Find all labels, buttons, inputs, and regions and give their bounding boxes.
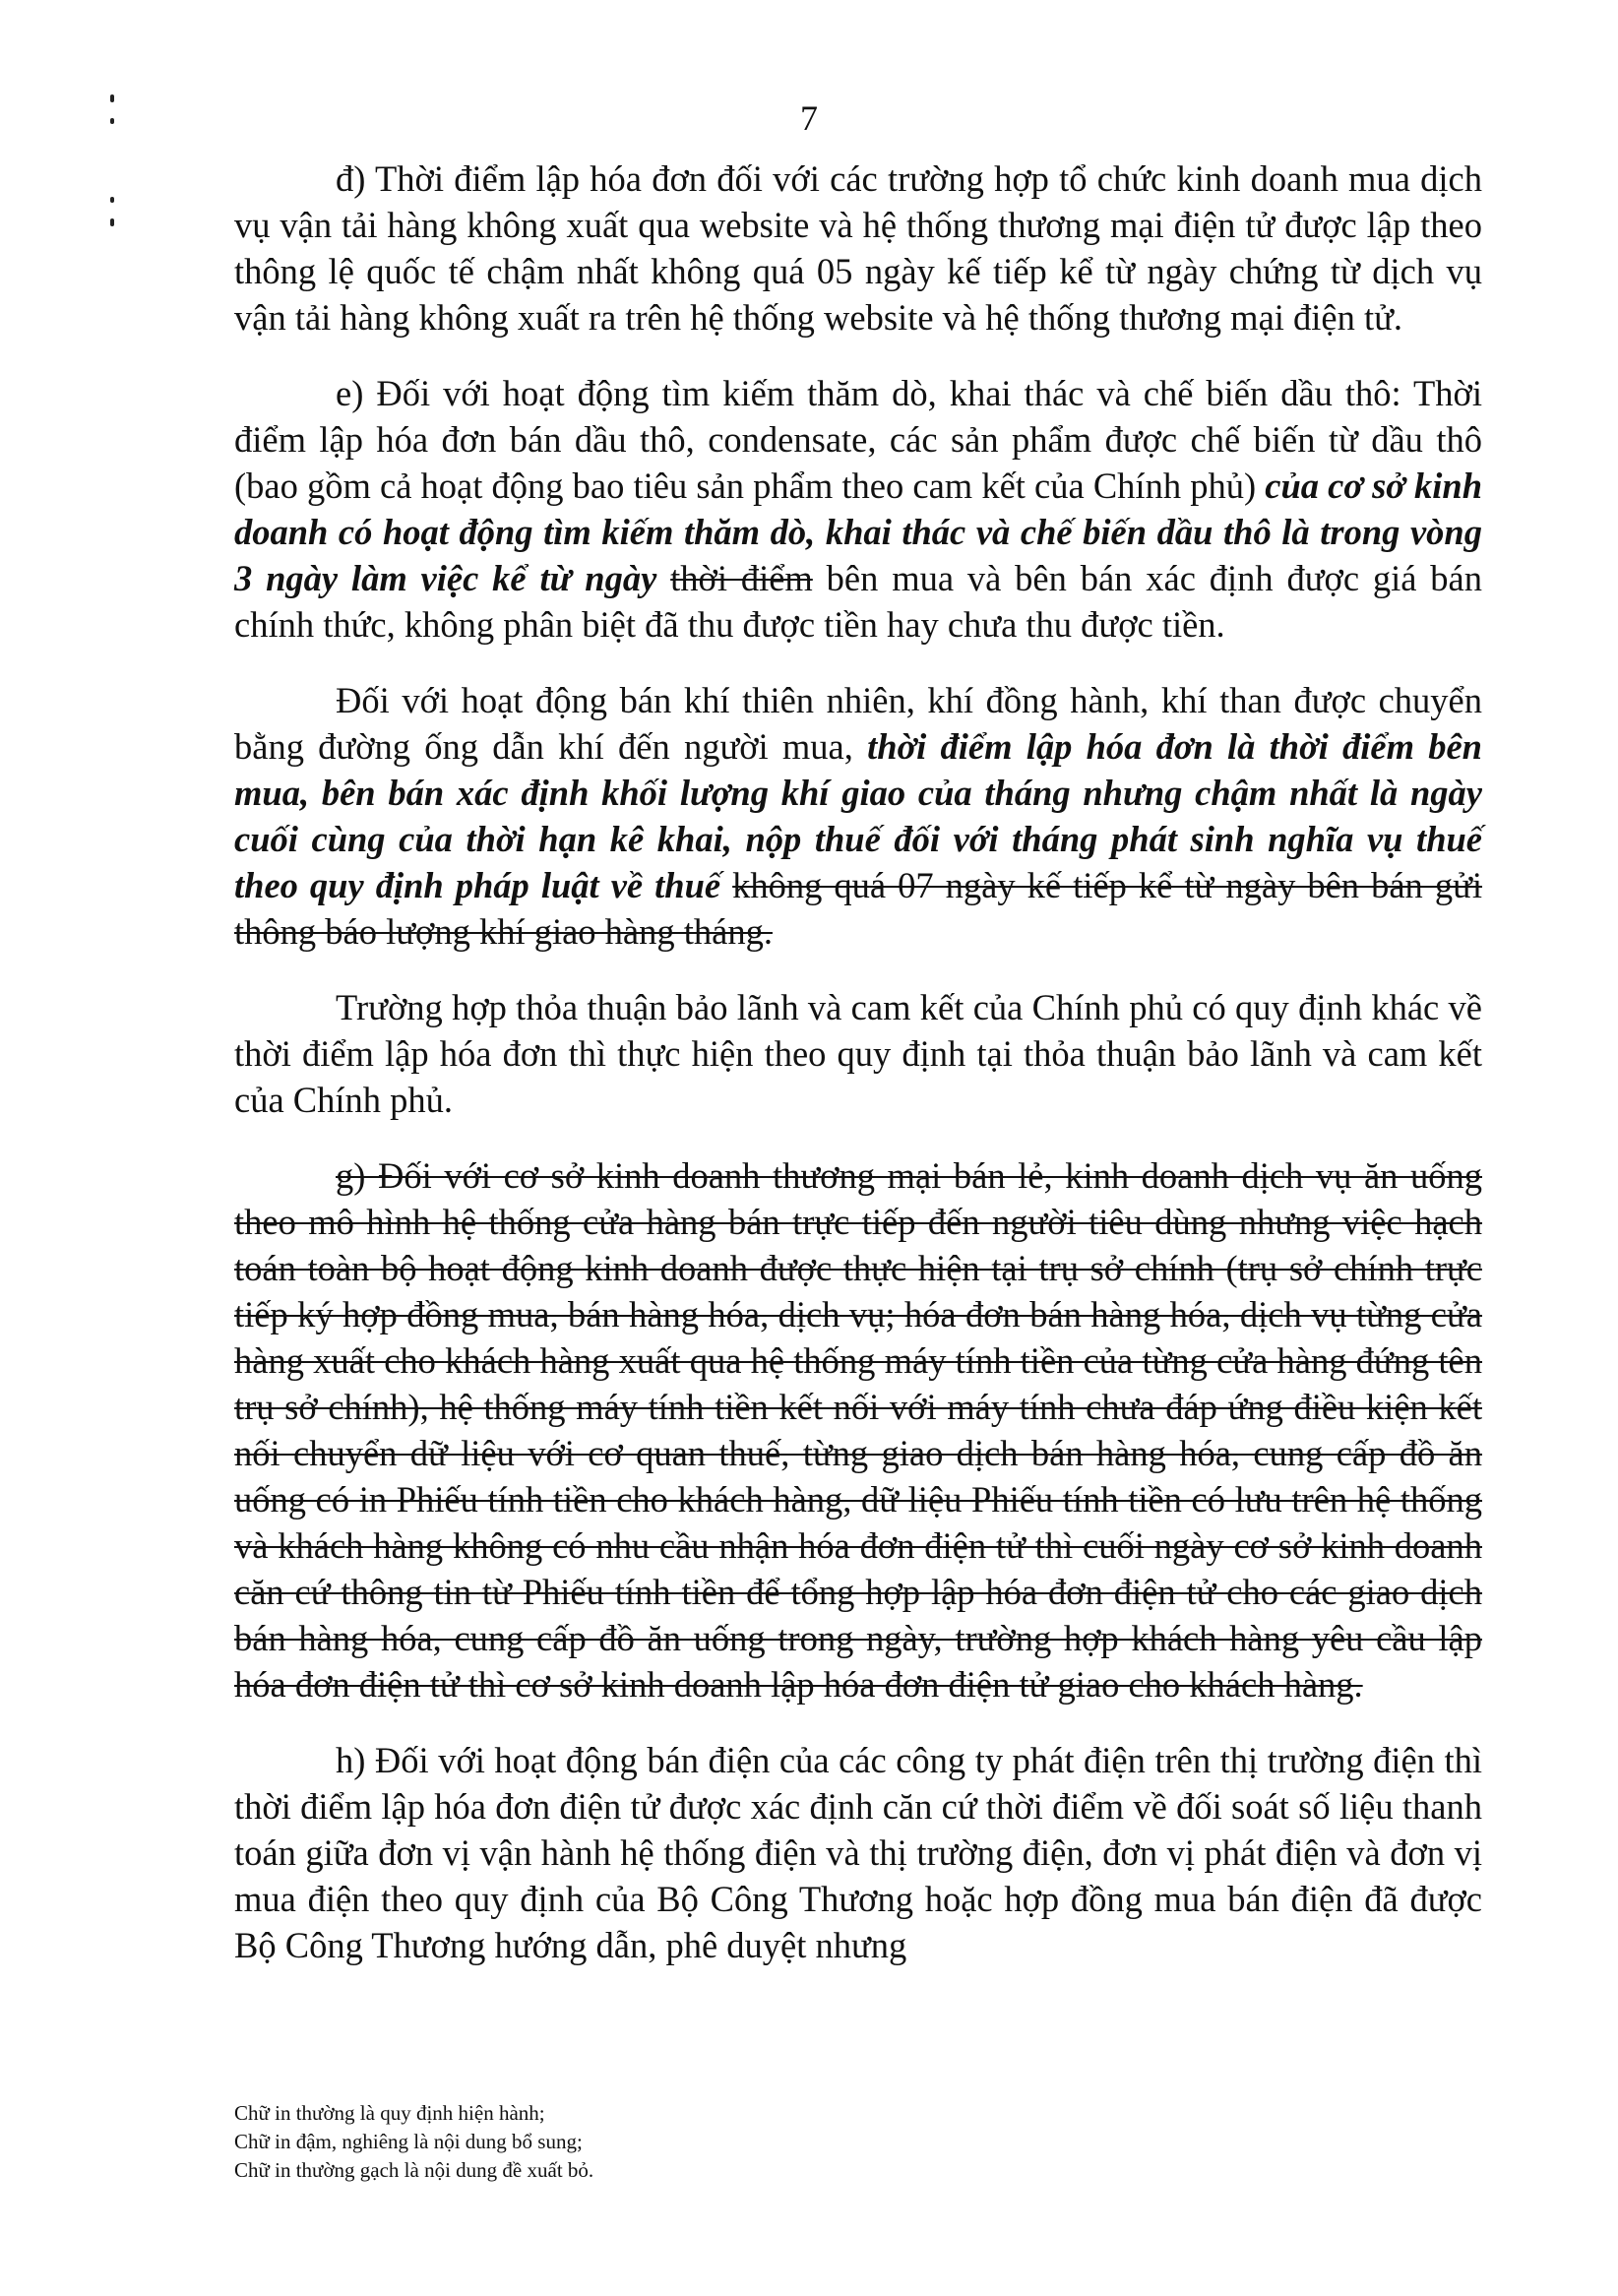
paragraph-d: đ) Thời điểm lập hóa đơn đối với các trường hợp tổ chức kinh doanh mua dịch vụ vận tải hàng không xuất qua website và hệ thống thương mại điện tử được lập theo thông lệ quốc tế chậm nhất không quá 05 ngày kế tiếp kể từ ngày chứng từ dịch vụ vận tải hàng không xuất ra trên hệ thống website và hệ thống thương mại điện tử. [234,158,1482,338]
paragraph-gas [234,677,1482,955]
added-text: của cơ sở kinh doanh có hoạt động tìm kiếm thăm dò, khai thác và chế biến dầu thô là trong vòng 3 ngày làm việc kể từ ngày [234,465,1482,598]
added-text: thời điểm lập hóa đơn là thời điểm bên mua, bên bán xác định khối lượng khí giao của tháng nhưng chậm nhất là ngày cuối cùng của thời hạn kê khai, nộp thuế đối với tháng phát sinh nghĩa vụ thuế theo quy định pháp luật về thuế [234,726,1482,905]
paragraph-g-removed: g) Đối với cơ sở kinh doanh thương mại bán lẻ, kinh doanh dịch vụ ăn uống theo mô hình hệ thống cửa hàng bán trực tiếp đến người tiêu dùng nhưng việc hạch toán toàn bộ hoạt động kinh doanh được thực hiện tại trụ sở chính (trụ sở chính trực tiếp ký hợp đồng mua, bán hàng hóa, dịch vụ; hóa đơn bán hàng hóa, dịch vụ từng cửa hàng xuất cho khách hàng xuất qua hệ thống máy tính tiền của từng cửa hàng đứng tên trụ sở chính), hệ thống máy tính tiền kết nối với máy tính chưa đáp ứng điều kiện kết nối chuyển dữ liệu với cơ quan thuế, từng giao dịch bán hàng hóa, cung cấp đồ ăn uống có in Phiếu tính tiền cho khách hàng, dữ liệu Phiếu tính tiền có lưu trên hệ thống và khách hàng không có nhu cầu nhận hóa đơn điện tử thì cuối ngày cơ sở kinh doanh căn cứ thông tin từ Phiếu tính tiền để tổng hợp lập hóa đơn điện tử cho các giao dịch bán hàng hóa, cung cấp đồ ăn uống trong ngày, trường hợp khách hàng yêu cầu lập hóa đơn điện tử thì cơ sở kinh doanh lập hóa đơn điện tử giao cho khách hàng. [234,1155,1482,1705]
paragraph-e-text: bên mua và bên bán xác định được giá bán chính thức, không phân biệt đã thu được tiền hay chưa thu được tiền. [234,558,1483,645]
legend-line: Chữ in thường gạch là nội dung đề xuất bỏ. [234,2158,594,2182]
paragraph-gas-text: Đối với hoạt động bán khí thiên nhiên, khí đồng hành, khí than được chuyển bằng đường ống dẫn khí đến người mua, [234,680,1482,767]
space [720,865,732,905]
legend [234,2099,1022,2185]
document-body [234,155,1482,1968]
removed-text: không quá 07 ngày kế tiếp kể từ ngày bên bán gửi thông báo lượng khí giao hàng tháng. [234,865,1483,952]
legend-line: Chữ in thường là quy định hiện hành; [234,2101,545,2125]
space [656,558,670,598]
page-number: 7 [800,98,818,138]
margin-mark [110,197,114,203]
paragraph-government: Trường hợp thỏa thuận bảo lãnh và cam kết của Chính phủ có quy định khác về thời điểm lập hóa đơn thì thực hiện theo quy định tại thỏa thuận bảo lãnh và cam kết của Chính phủ. [234,987,1482,1120]
legend-line: Chữ in đậm, nghiêng là nội dung bổ sung; [234,2130,583,2153]
paragraph-e-text: e) Đối với hoạt động tìm kiếm thăm dò, khai thác và chế biến dầu thô: Thời điểm lập hóa đơn bán dầu thô, condensate, các sản phẩm được chế biến từ dầu thô (bao gồm cả hoạt động bao tiêu sản phẩm theo cam kết của Chính phủ) [234,373,1482,506]
paragraph-e [234,370,1482,648]
margin-mark [110,218,114,226]
paragraph-h: h) Đối với hoạt động bán điện của các công ty phát điện trên thị trường điện thì thời điểm lập hóa đơn điện tử được xác định căn cứ thời điểm về đối soát số liệu thanh toán giữa đơn vị vận hành hệ thống điện và thị trường điện, đơn vị phát điện và đơn vị mua điện theo quy định của Bộ Công Thương hoặc hợp đồng mua bán điện đã được Bộ Công Thương hướng dẫn, phê duyệt nhưng [234,1740,1482,1965]
removed-text: thời điểm [670,558,813,598]
